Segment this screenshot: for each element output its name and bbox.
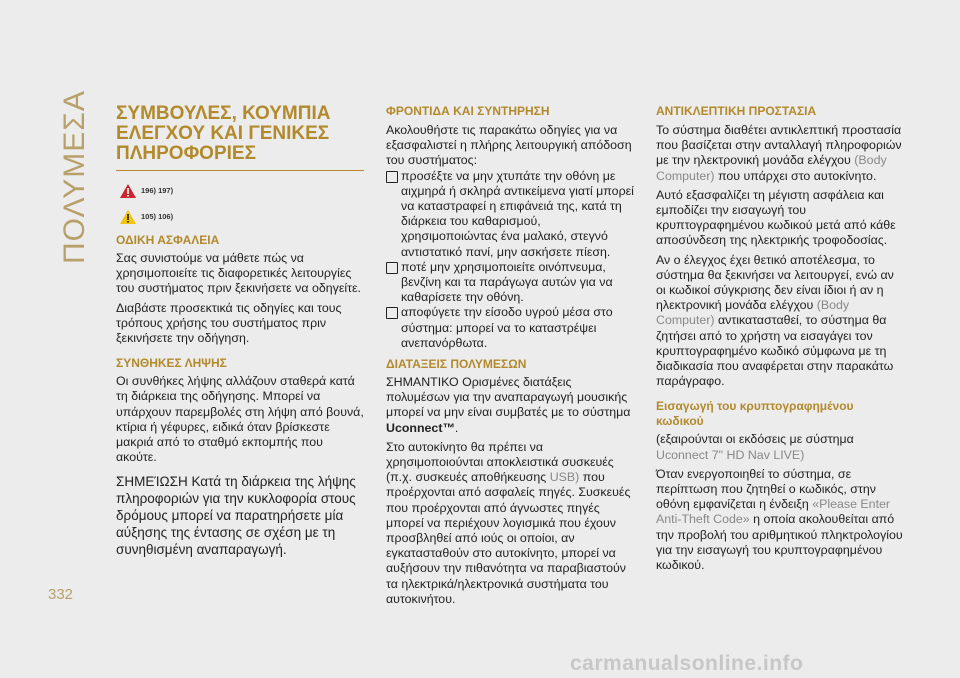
section-tab bbox=[58, 90, 98, 264]
care-bullet-2: ποτέ μην χρησιμοποιείτε οινόπνευμα, βενζίνη και τα παράγωγα αυτών για να καθαρίσετε την οθόνη. bbox=[386, 260, 636, 306]
checkbox-bullet-icon bbox=[386, 171, 398, 183]
caution-triangle-icon bbox=[119, 209, 137, 225]
top-margin bbox=[0, 0, 960, 40]
danger-triangle-icon bbox=[119, 183, 137, 199]
anti-theft-paragraph-3: Αν ο έλεγχος έχει θετικό αποτέλεσμα, το σύστημα θα ξεκινήσει να λειτουργεί, ενώ αν οι κωδικοί σύγκρισης δεν είναι ίδιοι ή αν η ηλεκτρονική μονάδα ελέγχου (Body Computer) αντικατασταθεί, το σύστημα θα ζητήσει από το χρήστη να εισαγάγει τον κρυπτογραφημένο κωδικό σύμφωνα με τη διαδικασία που αναφέρεται στην παρακάτω παράγραφο. bbox=[656, 252, 894, 389]
code-entry-paragraph-2: Όταν ενεργοποιηθεί το σύστημα, σε περίπτωση που ζητηθεί ο κωδικός, στην οθόνη εμφανίζεται η ένδειξη «Please Enter Anti-Theft Code» η οποία ακολουθείται από την προβολή του αριθμητικού πληκτρολογίου για την εισαγωγή του κρυπτογραφημένου κωδικού. bbox=[656, 466, 903, 573]
reception-note: ΣΗΜΕΊΩΣΗ Κατά τη διάρκεια της λήψης πληροφοριών για την κυκλοφορία στους δρόμους μπορεί να παρατηρήσετε μία αύξησης της έντασης σε σχέση με τη συνηθισμένη αναπαραγωγή. bbox=[116, 474, 356, 558]
checkbox-bullet-icon bbox=[386, 262, 398, 274]
care-heading: ΦΡΟΝΤΙΔΑ ΚΑΙ ΣΥΝΤΗΡΗΣΗ bbox=[386, 104, 550, 118]
watermark: carmanualsonline.info bbox=[570, 652, 804, 675]
media-paragraph-1: ΣΗΜΑΝΤΙΚΟ Ορισμένες διατάξεις πολυμέσων για την αναπαραγωγή μουσικής μπορεί να μην είναι συμβατές με το σύστημα Uconnect™. bbox=[386, 375, 631, 435]
warning-reference-1: 196) 197) bbox=[119, 181, 364, 201]
warning-reference-2: 105) 106) bbox=[119, 207, 364, 227]
anti-theft-heading: ΑΝΤΙΚΛΕΠΤΙΚΗ ΠΡΟΣΤΑΣΙΑ bbox=[656, 104, 817, 118]
code-entry-paragraph-1: (εξαιρούνται οι εκδόσεις με σύστημα Uconnect 7" HD Nav LIVE) bbox=[656, 432, 854, 462]
anti-theft-paragraph-2: Αυτό εξασφαλίζει τη μέγιστη ασφάλεια και εμποδίζει την εισαγωγή του κρυπτογραφημένου κωδικού μετά από κάθε αποσύνδεση της ηλεκτρικής τροφοδοσίας. bbox=[656, 187, 896, 248]
care-bullet-3: αποφύγετε την είσοδο υγρού μέσα στο σύστημα: μπορεί να το καταστρέψει ανεπανόρθωτα. bbox=[386, 305, 636, 351]
section-title: ΠΟΛΥΜΕΣΑ bbox=[58, 90, 91, 264]
reception-heading: ΣΥΝΘΗΚΕΣ ΛΗΨΗΣ bbox=[116, 356, 227, 371]
care-intro: Ακολουθήστε τις παρακάτω οδηγίες για να εξασφαλιστεί η πλήρης λειτουργική απόδοση του συστήματος: bbox=[386, 123, 632, 168]
reception-paragraph: Οι συνθήκες λήψης αλλάζουν σταθερά κατά τη διάρκεια της οδήγησης. Μπορεί να υπάρχουν παρεμβολές στη λήψη από βουνά, κτίρια ή γέφυρες, ειδικά όταν βρίσκεστε μακριά από το σταθμό εκπομπής που ακούτε. bbox=[116, 374, 364, 465]
road-safety-paragraph-1: Σας συνιστούμε να μάθετε πώς να χρησιμοποιείτε τις διαφορετικές λειτουργίες του συστήματος πριν ξεκινήσετε να οδηγείτε. bbox=[116, 251, 361, 296]
column-3 bbox=[656, 104, 906, 577]
column-1 bbox=[116, 104, 364, 562]
column-2 bbox=[386, 104, 636, 611]
checkbox-bullet-icon bbox=[386, 307, 398, 319]
page-number: 332 bbox=[48, 586, 74, 603]
title-divider bbox=[116, 170, 364, 171]
main-title: ΣΥΜΒΟΥΛΕΣ, ΚΟΥΜΠΙΑ ΕΛΕΓΧΟΥ ΚΑΙ ΓΕΝΙΚΕΣ ΠΛΗΡΟΦΟΡΙΕΣ bbox=[116, 103, 331, 164]
road-safety-paragraph-2: Διαβάστε προσεκτικά τις οδηγίες και τους τρόπους χρήσης του συστήματος πριν ξεκινήσετε την οδήγηση. bbox=[116, 300, 342, 346]
care-bullet-1: προσέξτε να μην χτυπάτε την οθόνη με αιχμηρά ή σκληρά αντικείμενα γιατί μπορεί να καταστραφεί η επιφάνειά της, κατά τη διάρκεια του καθαρισμού, χρησιμοποιώντας ένα μαλακό, στεγνό αντιστατικό πανί, μην ασκήσετε πίεση. bbox=[386, 169, 636, 260]
anti-theft-paragraph-1: Το σύστημα διαθέτει αντικλεπτική προστασία που βασίζεται στην ανταλλαγή πληροφοριών με την ηλεκτρονική μονάδα ελέγχου (Body Computer) που υπάρχει στο αυτοκίνητο. bbox=[656, 123, 902, 183]
code-entry-heading: Εισαγωγή του κρυπτογραφημένου κωδικού bbox=[656, 399, 854, 429]
media-paragraph-2: Στο αυτοκίνητο θα πρέπει να χρησιμοποιούνται αποκλειστικά συσκευές (π.χ. συσκευές αποθήκευσης USB) που προέρχονται από ασφαλείς πηγές. Συσκευές που προέρχονται από άγνωστες πηγές μπορεί να περιέχουν λογισμικά που έχουν προσβληθεί από ιούς οι οποίοι, αν εγκατασταθούν στο αυτοκίνητο, μπορεί να αυξήσουν την πιθανότητα να παραβιαστούν τα ηλεκτρικά/ηλεκτρονικά συστήματα του αυτοκινήτου. bbox=[386, 439, 631, 606]
media-heading: ΔΙΑΤΑΞΕΙΣ ΠΟΛΥΜΕΣΩΝ bbox=[386, 357, 527, 372]
road-safety-heading: ΟΔΙΚΗ ΑΣΦΑΛΕΙΑ bbox=[116, 233, 220, 247]
